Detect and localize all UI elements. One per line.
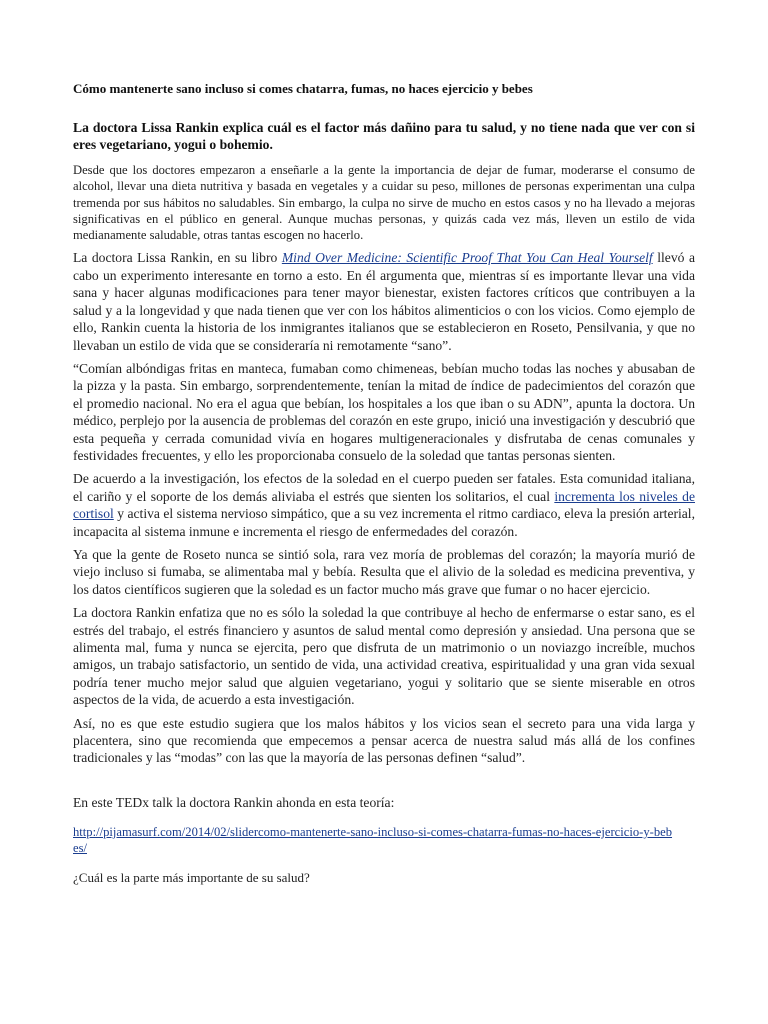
article-subtitle: La doctora Lissa Rankin explica cuál es el factor más dañino para tu salud, y no tiene nada que ver con si eres vegetariano, yogui o bohemio. — [73, 120, 695, 152]
paragraph-research — [73, 470, 695, 540]
source-url-link[interactable]: http://pijamasurf.com/2014/02/slidercomo-mantenerte-sano-incluso-si-comes-chatarra-fumas-no-haces-ejercicio-y-bebes/ — [73, 824, 673, 855]
cortisol-link[interactable]: incrementa los niveles de cortisol — [73, 488, 695, 522]
paragraph-roseto: Ya que la gente de Roseto nunca se sintió sola, rara vez moría de problemas del corazón; la mayoría murió de viejo incluso si fumaba, se alimentaba mal y bebía. Resulta que el alivio de la soledad es medicina preventiva, y los datos científicos sugieren que la soledad es un factor mucho más grave que fumar o no hacer ejercicio. — [73, 546, 695, 597]
paragraph-book-text-before: La doctora Lissa Rankin, en su libro — [73, 250, 282, 266]
paragraph-book — [73, 249, 695, 353]
paragraph-intro: Desde que los doctores empezaron a enseñarle a la gente la importancia de dejar de fumar, moderarse el consumo de alcohol, llevar una dieta nutritiva y basada en vegetales y a cuidar su peso, millones de personas experimentan una culpa tremenda por sus hábitos no saludables. Sin embargo, la culpa no sirve de mucho en estos casos y no ha llevado a mejoras significativas en el público en general. Aunque muchas personas, y quizás cada vez más, lleven un estilo de vida medianamente saludable, otras tantas escogen no hacerlo. — [73, 163, 695, 243]
article-title: Cómo mantenerte sano incluso si comes chatarra, fumas, no haces ejercicio y bebes — [73, 81, 533, 96]
paragraph-quote: “Comían albóndigas fritas en manteca, fumaban como chimeneas, bebían mucho todas las noches y abusaban de la pizza y la pasta. Sin embargo, sorprendentemente, tenían la mitad de índice de padecimientos del corazón que el promedio nacional. No era el agua que bebían, los hospitales a los que iban o su ADN”, apunta la doctora. Un médico, perplejo por la ausencia de problemas del corazón en este grupo, inició una investigación y descubrió que esta pequeña y cerrada comunidad vivía en hogares multigeneracionales y disfrutaba de cenas comunales y festividades frecuentes, y ello les proporcionaba consuelo de la soledad que tantas personas sienten. — [73, 360, 695, 463]
paragraph-stress: La doctora Rankin enfatiza que no es sólo la soledad la que contribuye al hecho de enfermarse o estar sano, es el estrés del trabajo, el estrés financiero y asuntos de salud mental como depresión y ansiedad. Una persona que se alimenta mal, fuma y nunca se ejercita, pero que disfruta de un matrimonio o un noviazgo increíble, muchos amigos, un trabajo satisfactorio, un sentido de vida, una actividad creativa, espiritualidad y una gran vida sexual podría tener mucho mejor salud que alguien vegetariano, yogui y solitario que se siente miserable en otros aspectos de la vida, de acuerdo a esta investigación. — [73, 605, 695, 708]
paragraph-research-text-before: De acuerdo a la investigación, los efectos de la soledad en el cuerpo pueden ser fatales. Esta comunidad italiana, el cariño y el soporte de los demás aliviaba el estrés que sienten los solitarios, el cual — [73, 471, 695, 504]
tedx-line: En este TEDx talk la doctora Rankin ahonda en esta teoría: — [73, 794, 395, 810]
closing-question: ¿Cuál es la parte más importante de su salud? — [73, 869, 310, 885]
paragraph-book-text-after: llevó a cabo un experimento interesante en torno a esto. En él argumenta que, mientras sí es importante llevar una vida sana y hacer algunas modificaciones para tener mayor bienestar, existen factores críticos que contribuyen a la salud y a la longevidad y que nada tienen que ver con los hábitos alimenticios o con los vicios. Como ejemplo de ello, Rankin cuenta la historia de los inmigrantes italianos que se establecieron en Roseto, Pensilvania, y que no llevaban un estilo de vida que se consideraría ni remotamente “sano”. — [73, 250, 695, 353]
paragraph-research-text-after: y activa el sistema nervioso simpático, que a su vez incrementa el ritmo cardiaco, eleva la presión arterial, incapacita al sistema inmune e incrementa el riesgo de enfermedades del corazón. — [73, 506, 695, 539]
book-title-link[interactable]: Mind Over Medicine: Scientific Proof That You Can Heal Yourself — [281, 250, 653, 266]
paragraph-conclusion: Así, no es que este estudio sugiera que los malos hábitos y los vicios sean el secreto para una vida larga y placentera, sino que recomienda que empecemos a pensar acerca de nuestra salud más allá de los confines tradicionales y las “modas” con las que la mayoría de las personas definen “salud”. — [73, 715, 695, 766]
document-page — [73, 80, 695, 886]
